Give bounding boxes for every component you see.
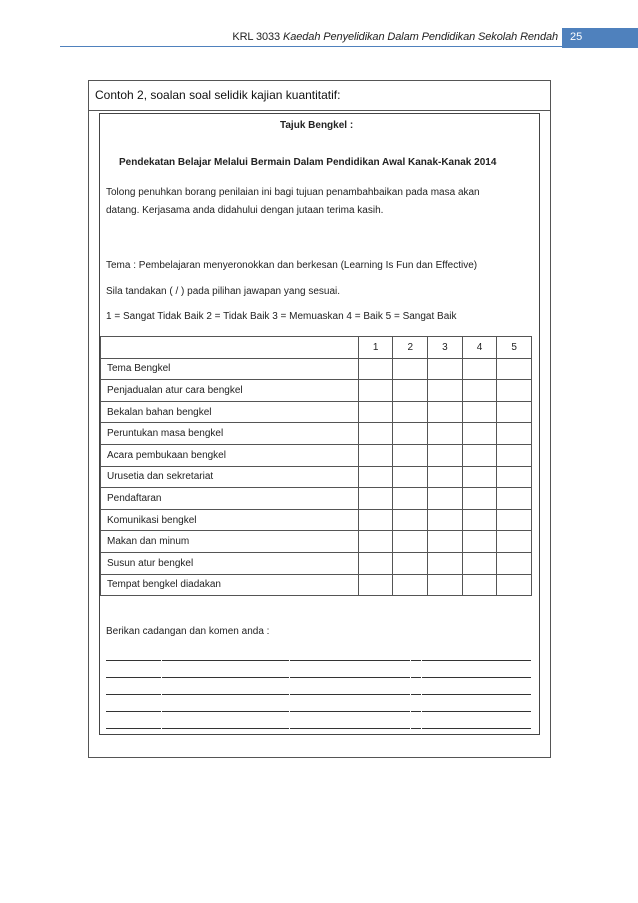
rating-cell-4[interactable] — [462, 380, 497, 402]
workshop-title: Pendekatan Belajar Melalui Bermain Dalam Pendidikan Awal Kanak-Kanak 2014 — [119, 157, 497, 168]
scale-header-3: 3 — [428, 337, 463, 359]
item-label: Pendaftaran — [101, 488, 359, 510]
rating-cell-2[interactable] — [393, 466, 428, 488]
course-code: KRL 3033 — [232, 31, 281, 43]
rating-cell-4[interactable] — [462, 466, 497, 488]
section-divider — [89, 110, 550, 111]
comment-line-segment — [422, 711, 531, 712]
comment-line-segment — [290, 694, 410, 695]
rating-cell-2[interactable] — [393, 574, 428, 596]
scale-header-2: 2 — [393, 337, 428, 359]
table-row — [101, 401, 532, 423]
rating-cell-2[interactable] — [393, 401, 428, 423]
rating-cell-5[interactable] — [497, 552, 532, 574]
rating-cell-1[interactable] — [358, 358, 393, 380]
rating-cell-5[interactable] — [497, 466, 532, 488]
rating-cell-4[interactable] — [462, 509, 497, 531]
item-label: Tema Bengkel — [101, 358, 359, 380]
comment-line-segment — [422, 660, 531, 661]
rating-cell-2[interactable] — [393, 423, 428, 445]
rating-cell-5[interactable] — [497, 423, 532, 445]
item-label: Tempat bengkel diadakan — [101, 574, 359, 596]
rating-cell-4[interactable] — [462, 358, 497, 380]
rating-cell-5[interactable] — [497, 509, 532, 531]
rating-cell-1[interactable] — [358, 531, 393, 553]
comment-line-segment — [411, 694, 421, 695]
rating-cell-2[interactable] — [393, 531, 428, 553]
intro-line-1: Tolong penuhkan borang penilaian ini bagi tujuan penambahbaikan pada masa akan — [106, 187, 480, 198]
comment-line-segment — [106, 711, 161, 712]
table-row — [101, 552, 532, 574]
rating-cell-4[interactable] — [462, 488, 497, 510]
header-blank-cell — [101, 337, 359, 359]
comment-line-segment — [290, 711, 410, 712]
intro-line-2: datang. Kerjasama anda didahului dengan jutaan terima kasih. — [106, 205, 384, 216]
rating-cell-4[interactable] — [462, 574, 497, 596]
comment-line[interactable] — [106, 677, 531, 678]
rating-cell-1[interactable] — [358, 380, 393, 402]
item-label: Penjadualan atur cara bengkel — [101, 380, 359, 402]
comment-line-segment — [411, 711, 421, 712]
rating-cell-3[interactable] — [428, 488, 463, 510]
scale-header-1: 1 — [358, 337, 393, 359]
page-number: 25 — [570, 31, 583, 43]
comment-line-segment — [162, 677, 289, 678]
table-row — [101, 444, 532, 466]
scale-header-5: 5 — [497, 337, 532, 359]
comment-line[interactable] — [106, 694, 531, 695]
running-header — [232, 31, 558, 43]
comment-line-segment — [422, 728, 531, 729]
comment-line-segment — [162, 728, 289, 729]
rating-cell-3[interactable] — [428, 466, 463, 488]
rating-cell-2[interactable] — [393, 509, 428, 531]
page-number-badge — [562, 28, 638, 48]
comment-line[interactable] — [106, 660, 531, 661]
rating-cell-3[interactable] — [428, 423, 463, 445]
rating-cell-3[interactable] — [428, 509, 463, 531]
rating-cell-4[interactable] — [462, 444, 497, 466]
page-header — [0, 28, 638, 48]
table-header-row — [101, 337, 532, 359]
rating-cell-1[interactable] — [358, 509, 393, 531]
scale-header-4: 4 — [462, 337, 497, 359]
table-row — [101, 574, 532, 596]
comment-line-segment — [422, 677, 531, 678]
rating-cell-5[interactable] — [497, 358, 532, 380]
rating-cell-2[interactable] — [393, 552, 428, 574]
rating-table — [100, 336, 532, 596]
item-label: Urusetia dan sekretariat — [101, 466, 359, 488]
comment-line-segment — [106, 677, 161, 678]
rating-cell-3[interactable] — [428, 380, 463, 402]
comment-line[interactable] — [106, 728, 531, 729]
rating-cell-5[interactable] — [497, 574, 532, 596]
rating-cell-2[interactable] — [393, 488, 428, 510]
section-title: Contoh 2, soalan soal selidik kajian kuantitatif: — [95, 88, 341, 102]
comment-line-segment — [106, 694, 161, 695]
rating-cell-4[interactable] — [462, 531, 497, 553]
rating-cell-1[interactable] — [358, 423, 393, 445]
table-row — [101, 488, 532, 510]
rating-cell-3[interactable] — [428, 401, 463, 423]
rating-cell-3[interactable] — [428, 531, 463, 553]
table-row — [101, 380, 532, 402]
comment-line-segment — [162, 660, 289, 661]
form-heading: Tajuk Bengkel : — [280, 120, 354, 131]
theme-text: Tema : Pembelajaran menyeronokkan dan berkesan (Learning Is Fun dan Effective) — [106, 260, 478, 271]
rating-cell-1[interactable] — [358, 488, 393, 510]
item-label: Acara pembukaan bengkel — [101, 444, 359, 466]
rating-cell-5[interactable] — [497, 401, 532, 423]
rating-cell-3[interactable] — [428, 552, 463, 574]
rating-cell-1[interactable] — [358, 444, 393, 466]
rating-cell-2[interactable] — [393, 380, 428, 402]
comment-line-segment — [106, 660, 161, 661]
table-row — [101, 509, 532, 531]
comment-line-segment — [290, 677, 410, 678]
table-row — [101, 423, 532, 445]
rating-cell-4[interactable] — [462, 401, 497, 423]
comment-line-segment — [422, 694, 531, 695]
rating-cell-3[interactable] — [428, 574, 463, 596]
rating-cell-1[interactable] — [358, 466, 393, 488]
rating-cell-2[interactable] — [393, 358, 428, 380]
item-label: Komunikasi bengkel — [101, 509, 359, 531]
item-label: Peruntukan masa bengkel — [101, 423, 359, 445]
comment-line-segment — [290, 660, 410, 661]
table-row — [101, 466, 532, 488]
rating-cell-1[interactable] — [358, 401, 393, 423]
item-label: Bekalan bahan bengkel — [101, 401, 359, 423]
rating-cell-5[interactable] — [497, 380, 532, 402]
comments-prompt: Berikan cadangan dan komen anda : — [106, 626, 270, 637]
rating-cell-1[interactable] — [358, 574, 393, 596]
table-row — [101, 531, 532, 553]
comment-line-segment — [411, 677, 421, 678]
comment-line-segment — [162, 711, 289, 712]
table-row — [101, 358, 532, 380]
comment-line[interactable] — [106, 711, 531, 712]
rating-cell-4[interactable] — [462, 552, 497, 574]
rating-cell-5[interactable] — [497, 444, 532, 466]
course-title: Kaedah Penyelidikan Dalam Pendidikan Sekolah Rendah — [283, 31, 558, 43]
rating-cell-3[interactable] — [428, 358, 463, 380]
comment-line-segment — [290, 728, 410, 729]
rating-cell-5[interactable] — [497, 531, 532, 553]
comment-line-segment — [411, 728, 421, 729]
instruction-text: Sila tandakan ( / ) pada pilihan jawapan yang sesuai. — [106, 286, 341, 297]
rating-cell-3[interactable] — [428, 444, 463, 466]
scale-legend: 1 = Sangat Tidak Baik 2 = Tidak Baik 3 = Memuaskan 4 = Baik 5 = Sangat Baik — [106, 311, 457, 322]
comment-line-segment — [411, 660, 421, 661]
header-divider — [60, 46, 638, 47]
comment-line-segment — [162, 694, 289, 695]
rating-cell-1[interactable] — [358, 552, 393, 574]
item-label: Susun atur bengkel — [101, 552, 359, 574]
rating-cell-2[interactable] — [393, 444, 428, 466]
rating-cell-5[interactable] — [497, 488, 532, 510]
item-label: Makan dan minum — [101, 531, 359, 553]
rating-cell-4[interactable] — [462, 423, 497, 445]
comment-line-segment — [106, 728, 161, 729]
